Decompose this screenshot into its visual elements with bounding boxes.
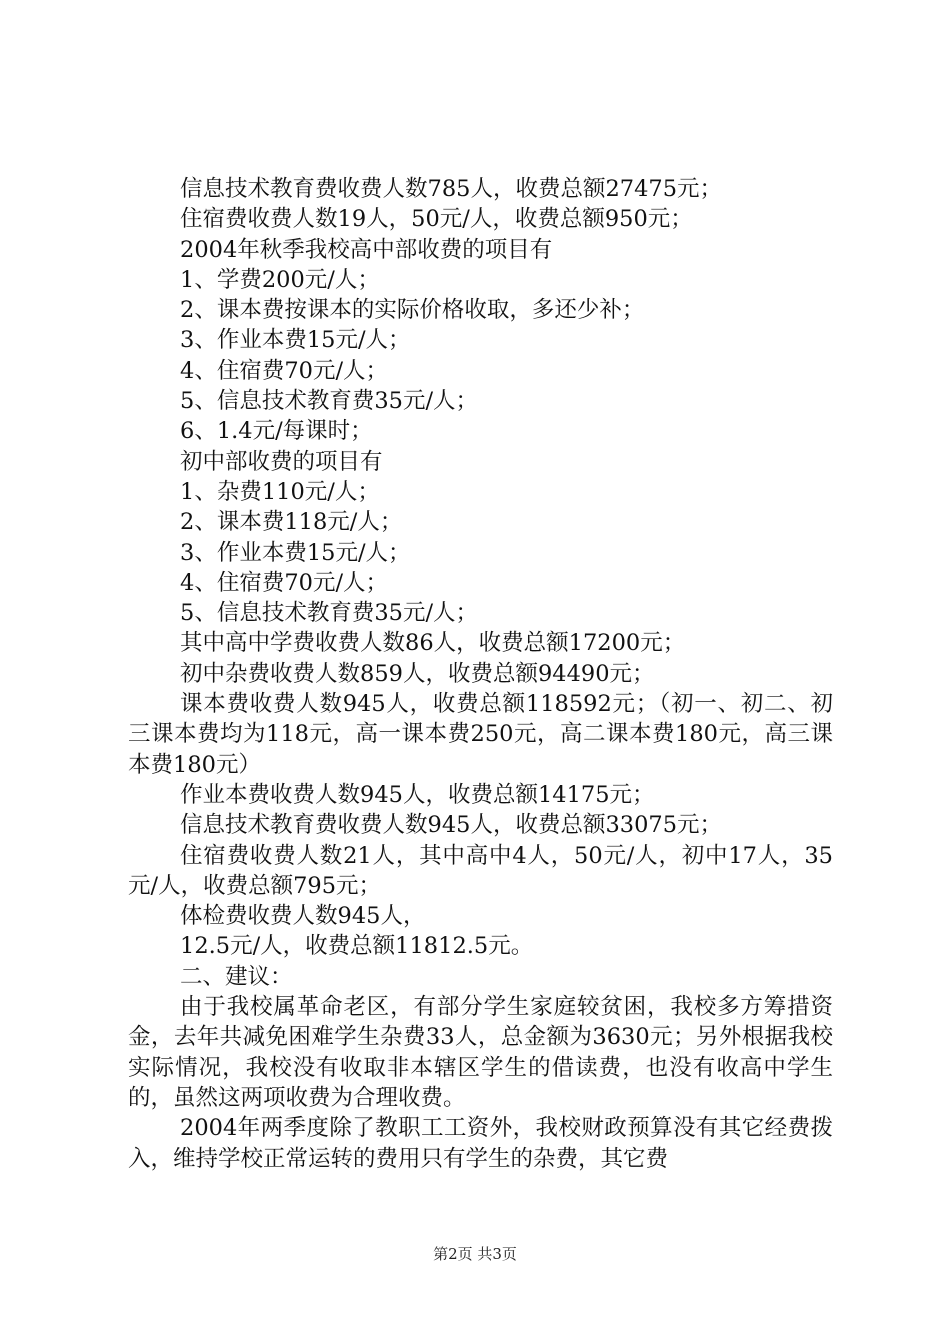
paragraph: 5、信息技术教育费35元/人； bbox=[180, 388, 479, 415]
paragraph: 1、学费200元/人； bbox=[180, 266, 380, 293]
paragraph: 2、课本费按课本的实际价格收取，多还少补； bbox=[180, 297, 645, 324]
paragraph: 课本费收费人数945人，收费总额118592元；（初一、初二、初三课本费均为118元，高一课本费250元，高二课本费180元，高三课本费180元） bbox=[128, 691, 833, 778]
section-heading: 二、建议： bbox=[180, 963, 293, 990]
paragraph: 2004年两季度除了教职工工资外，我校财政预算没有其它经费拨入，维持学校正常运转的费用只有学生的杂费，其它费 bbox=[128, 1115, 833, 1172]
paragraph: 3、作业本费15元/人； bbox=[180, 327, 411, 354]
paragraph: 信息技术教育费收费人数785人，收费总额27475元； bbox=[180, 176, 723, 202]
paragraph: 2、课本费118元/人； bbox=[180, 509, 403, 536]
paragraph: 6、1.4元/每课时； bbox=[180, 418, 373, 445]
page-number-footer: 第2页 共3页 bbox=[433, 1245, 517, 1263]
paragraph: 初中部收费的项目有 bbox=[180, 448, 383, 475]
paragraph: 4、住宿费70元/人； bbox=[180, 569, 389, 596]
paragraph: 体检费收费人数945人， bbox=[180, 903, 426, 930]
paragraph: 1、杂费110元/人； bbox=[180, 478, 380, 505]
paragraph: 4、住宿费70元/人； bbox=[180, 357, 389, 384]
paragraph: 2004年秋季我校高中部收费的项目有 bbox=[180, 236, 553, 263]
paragraph: 3、作业本费15元/人； bbox=[180, 539, 411, 566]
paragraph: 信息技术教育费收费人数945人，收费总额33075元； bbox=[180, 812, 723, 839]
paragraph: 住宿费收费人数21人，其中高中4人，50元/人，初中17人，35元/人，收费总额795元； bbox=[128, 842, 833, 899]
paragraph: 初中杂费收费人数859人，收费总额94490元； bbox=[180, 660, 655, 687]
paragraph: 其中高中学费收费人数86人，收费总额17200元； bbox=[180, 630, 686, 657]
paragraph: 5、信息技术教育费35元/人； bbox=[180, 600, 479, 627]
document-body bbox=[128, 174, 833, 1174]
paragraph: 由于我校属革命老区，有部分学生家庭较贫困，我校多方筹措资金，去年共减免困难学生杂费33人，总金额为3630元；另外根据我校实际情况，我校没有收取非本辖区学生的借读费，也没有收高中学生的，虽然这两项收费为合理收费。 bbox=[128, 994, 833, 1111]
paragraph: 12.5元/人，收费总额11812.5元。 bbox=[180, 933, 534, 960]
paragraph: 作业本费收费人数945人，收费总额14175元； bbox=[180, 781, 655, 808]
paragraph: 住宿费收费人数19人，50元/人，收费总额950元； bbox=[180, 206, 693, 233]
